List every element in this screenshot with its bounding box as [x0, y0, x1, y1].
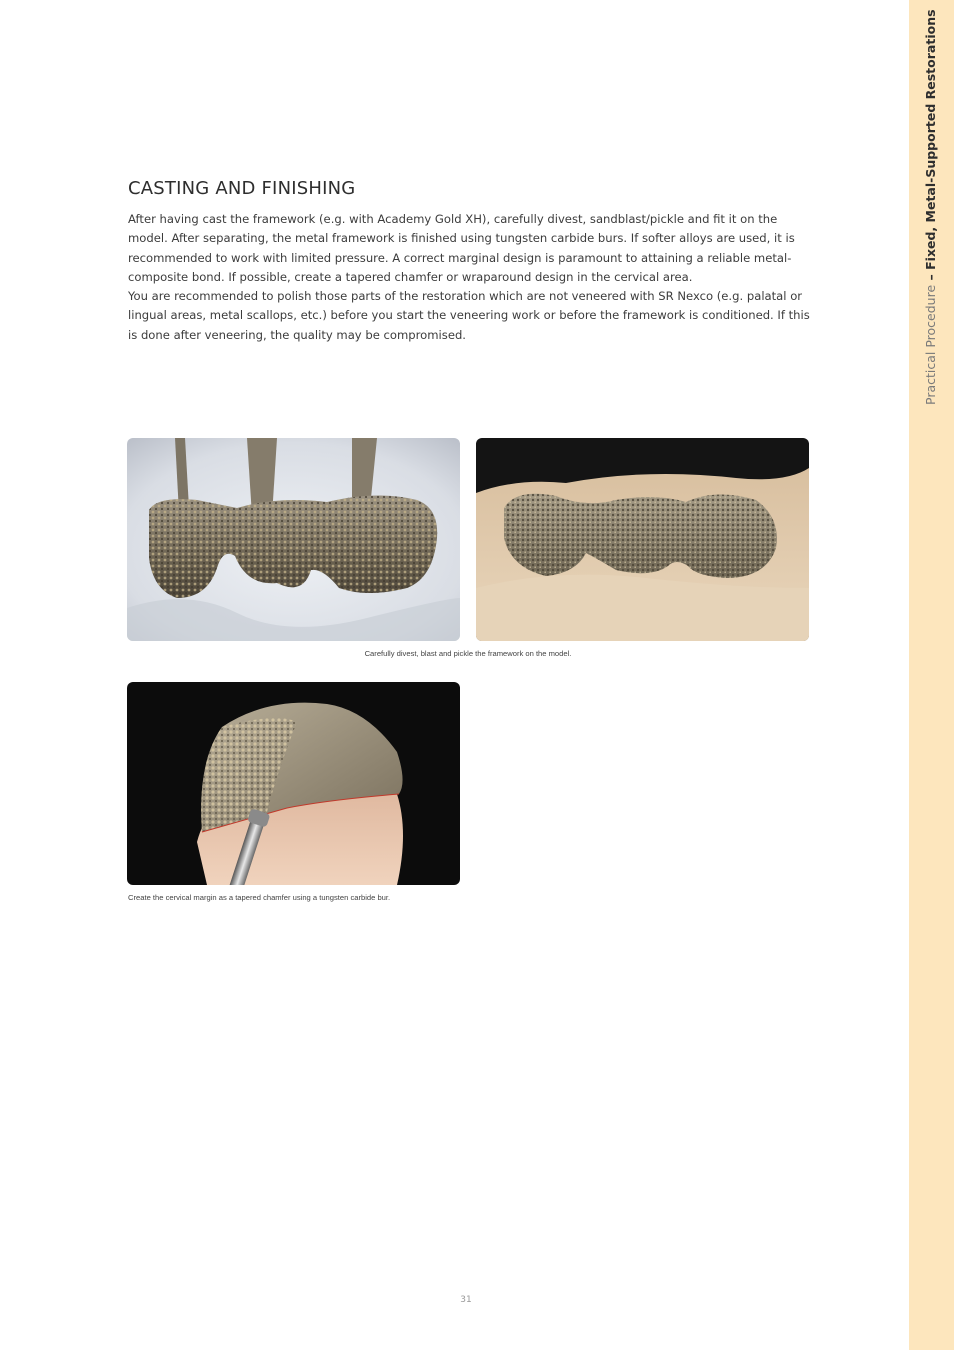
figure-caption: Create the cervical margin as a tapered chamfer using a tungsten carbide bur. [128, 893, 391, 902]
page-number: 31 [460, 1295, 472, 1305]
framework-on-model-photo [476, 438, 809, 641]
section-label: Practical Procedure [923, 284, 938, 405]
page-title: CASTING AND FINISHING [128, 178, 356, 199]
section-subtitle: Fixed, Metal-Supported Restorations [923, 9, 938, 270]
body-text [128, 210, 818, 345]
section-header-vertical [924, 9, 938, 405]
section-separator: – [923, 269, 938, 285]
figure-caption: Carefully divest, blast and pickle the framework on the model. [364, 649, 572, 658]
paragraph: You are recommended to polish those parts of the restoration which are not veneered with SR Nexco (e.g. palatal or lingual areas, metal scallops, etc.) before you start the veneering work or before the framework is conditioned. If this is done after veneering, the quality may be compromised. [128, 289, 810, 342]
paragraph: After having cast the framework (e.g. with Academy Gold XH), carefully divest, sandblast/pickle and fit it on the model. After separating, the metal framework is finished using tungsten carbide burs. If softer alloys are used, it is recommended to work with limited pressure. A correct marginal design is paramount to attaining a reliable metal-composite bond. If possible, create a tapered chamfer or wraparound design in the cervical area. [128, 212, 795, 284]
framework-divested-photo [127, 438, 460, 641]
cervical-margin-photo [127, 682, 460, 885]
